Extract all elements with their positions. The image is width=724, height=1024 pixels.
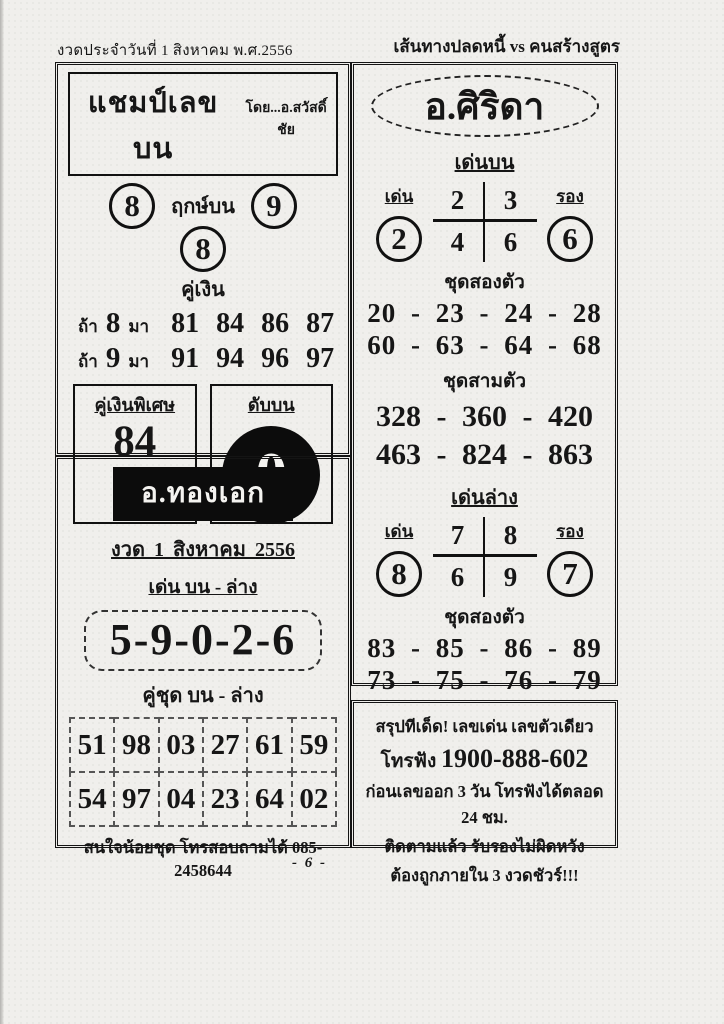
pair-grid-cell: 27 — [202, 717, 248, 773]
if-values — [171, 308, 334, 340]
pair-grid-cell: 23 — [202, 771, 248, 827]
den-column — [368, 183, 430, 262]
thongek-pair-grid — [70, 718, 336, 826]
champ-title: แชมป์เลขบน — [87, 87, 219, 165]
pair-grid-cell: 64 — [246, 771, 292, 827]
champ-lucky-label: ฤกษ์บน — [171, 196, 235, 218]
summary-line: ต้องถูกภายใน 3 งวดชัวร์!!! — [390, 866, 579, 885]
pair-value: 81 — [171, 308, 200, 339]
dead-top-label: ดับบน — [247, 395, 295, 415]
champ-lucky-left-number: 8 — [109, 183, 155, 229]
header-column-title: เส้นทางปลดหนี้ vs คนสร้างสูตร — [393, 37, 620, 56]
sirida-bottom-cross-block — [368, 517, 601, 597]
rong-number: 6 — [547, 216, 593, 262]
cross-cell: 6 — [433, 557, 485, 597]
pair-grid-cell: 04 — [158, 771, 204, 827]
header-draw-date: งวดประจำวันที่ 1 สิงหาคม พ.ศ.2556 — [57, 43, 293, 59]
if-number: 9 — [105, 342, 121, 374]
two-digit-label: ชุดสองตัว — [444, 607, 525, 628]
summary-line: ก่อนเลขออก 3 วัน โทรฟังได้ตลอด 24 ชม. — [365, 782, 604, 827]
rong-number: 7 — [547, 551, 593, 597]
if-word: มา — [128, 352, 150, 371]
thongek-den-line: เด่น บน - ล่าง — [148, 577, 258, 598]
den-number: 2 — [376, 216, 422, 262]
rong-column — [539, 518, 601, 597]
cross-grid — [430, 517, 539, 597]
phone-prefix: โทรฟัง — [380, 751, 437, 772]
if-word: ถ้า — [78, 317, 98, 336]
thongek-main-numbers: 5-9-0-2-6 — [84, 610, 322, 671]
cross-grid — [430, 182, 539, 262]
special-pair-value: 84 — [113, 418, 157, 465]
sirida-top-label: เด่นบน — [454, 152, 515, 174]
scan-edge-shadow — [0, 0, 4, 1024]
cross-cell: 9 — [503, 561, 518, 592]
pair-value: 84 — [216, 308, 245, 339]
summary-section — [351, 700, 618, 885]
den-label: เด่น — [384, 521, 414, 541]
champ-pair-money-label: คู่เงิน — [181, 279, 225, 301]
pair-value: 91 — [171, 343, 200, 374]
two-digit-row: 83 - 85 - 86 - 89 — [367, 633, 602, 663]
pair-value: 87 — [306, 308, 335, 339]
cross-cell: 7 — [433, 517, 485, 557]
pair-grid-cell: 54 — [69, 771, 115, 827]
phone-number: 1900-888-602 — [441, 744, 589, 773]
thongek-title-banner: อ.ทองเอก — [113, 467, 293, 521]
two-digit-row: 73 - 75 - 76 - 79 — [367, 665, 602, 695]
champ-title-box — [68, 72, 338, 176]
champ-byline: โดย...อ.สวัสดิ์ชัย — [245, 101, 327, 138]
pair-grid-cell: 03 — [158, 717, 204, 773]
sirida-section — [351, 62, 618, 695]
pair-grid-cell: 51 — [69, 717, 115, 773]
summary-line: ติดตามแล้ว รับรองไม่ผิดหวัง — [384, 837, 585, 856]
summary-line: สรุปทีเด็ด! เลขเด่น เลขตัวเดียว — [375, 717, 594, 736]
thongek-contact-line: สนใจน้อยชุด โทรสอบถามได้ 085-2458644 — [83, 838, 323, 880]
pair-grid-cell: 61 — [246, 717, 292, 773]
pair-grid-cell: 97 — [113, 771, 159, 827]
cross-cell: 4 — [433, 222, 485, 262]
den-column — [368, 518, 430, 597]
den-number: 8 — [376, 551, 422, 597]
pair-grid-cell: 59 — [291, 717, 337, 773]
if-word: ถ้า — [78, 352, 98, 371]
cross-cell: 6 — [503, 226, 518, 257]
champ-if-row-8 — [68, 307, 338, 340]
cross-cell: 3 — [485, 182, 537, 222]
champ-lucky-row — [68, 183, 338, 229]
thongek-section — [55, 456, 351, 880]
champ-if-row-9 — [68, 342, 338, 375]
pair-value: 97 — [306, 343, 335, 374]
rong-column — [539, 183, 601, 262]
sirida-top-cross-block — [368, 182, 601, 262]
champ-lucky-right-number: 9 — [251, 183, 297, 229]
summary-phone-line — [360, 744, 609, 776]
two-digit-row: 60 - 63 - 64 - 68 — [367, 330, 602, 360]
three-digit-label: ชุดสามตัว — [442, 371, 527, 392]
if-values — [171, 343, 334, 375]
sirida-bottom-label: เด่นล่าง — [451, 487, 518, 509]
pair-grid-cell: 98 — [113, 717, 159, 773]
special-pair-label: คู่เงินพิเศษ — [94, 395, 176, 415]
two-digit-label: ชุดสองตัว — [444, 272, 525, 293]
three-digit-row: 328 - 360 - 420 — [376, 400, 593, 433]
rong-label: รอง — [556, 186, 584, 206]
den-label: เด่น — [384, 186, 414, 206]
pair-value: 86 — [261, 308, 290, 339]
pair-value: 94 — [216, 343, 245, 374]
pair-grid-cell: 02 — [291, 771, 337, 827]
if-word: มา — [128, 317, 150, 336]
two-digit-row: 20 - 23 - 24 - 28 — [367, 298, 602, 328]
thongek-pairs-label: คู่ชุด บน - ล่าง — [142, 685, 264, 707]
pair-value: 96 — [261, 343, 290, 374]
champ-section — [55, 62, 351, 465]
cross-cell: 8 — [485, 517, 537, 557]
if-number: 8 — [105, 307, 121, 339]
three-digit-row: 463 - 824 - 863 — [376, 438, 593, 471]
champ-lucky-center-number: 8 — [180, 226, 226, 272]
cross-cell: 2 — [433, 182, 485, 222]
page-number: - 6 - — [292, 855, 327, 871]
thongek-draw-line: งวด 1 สิงหาคม 2556 — [111, 539, 295, 561]
sirida-title-oval: อ.ศิริดา — [371, 75, 599, 137]
rong-label: รอง — [556, 521, 584, 541]
champ-lucky-center-row — [68, 226, 338, 272]
